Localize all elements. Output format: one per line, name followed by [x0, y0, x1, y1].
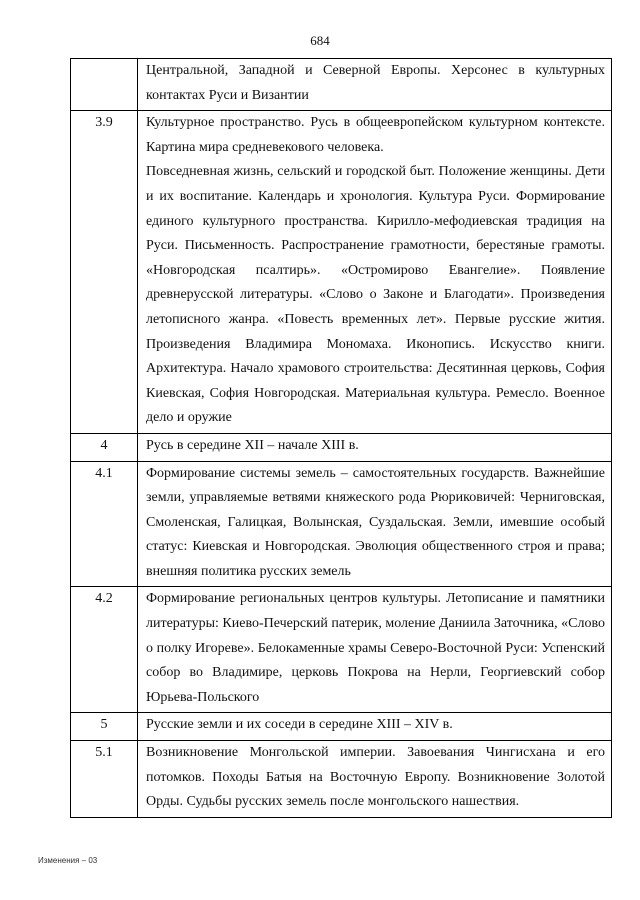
paragraph: Русь в середине XII – начале XIII в. — [146, 437, 359, 453]
section-number: 3.9 — [71, 111, 138, 434]
table-row — [71, 461, 612, 587]
table-row — [71, 433, 612, 461]
section-text — [138, 433, 612, 461]
section-text — [138, 587, 612, 713]
section-text — [138, 59, 612, 111]
section-number: 5 — [71, 713, 138, 741]
paragraph: Культурное пространство. Русь в общеевропейском культурном контексте. Картина мира средневекового человека. — [146, 115, 605, 155]
section-number: 4 — [71, 433, 138, 461]
footer-revision: Изменения – 03 — [38, 856, 98, 865]
paragraph: Центральной, Западной и Северной Европы. Херсонес в культурных контактах Руси и Византии — [146, 63, 605, 103]
section-number: 4.1 — [71, 461, 138, 587]
table-row — [71, 111, 612, 434]
table-row — [71, 587, 612, 713]
section-number — [71, 59, 138, 111]
section-text — [138, 741, 612, 818]
paragraph: Русские земли и их соседи в середине XIII – XIV в. — [146, 717, 453, 733]
section-number: 5.1 — [71, 741, 138, 818]
page-number: 684 — [310, 33, 330, 48]
content-table — [70, 58, 612, 818]
section-text — [138, 111, 612, 434]
paragraph: Формирование системы земель – самостоятельных государств. Важнейшие земли, управляемые ветвями княжеского рода Рюриковичей: Черниговская, Смоленская, Галицкая, Волынская, Суздальская. Земли, имевшие особый статус: Киевская и Новгородская. Эволюция общественного строя и права; внешняя политика русских земель — [146, 465, 605, 579]
table-row — [71, 713, 612, 741]
paragraph: Повседневная жизнь, сельский и городской быт. Положение женщины. Дети и их воспитание. Календарь и хронология. Культура Руси. Формирование единого культурного пространства. Кирилло-мефодиевская традиция на Руси. Письменность. Распространение грамотности, берестяные грамоты. «Новгородская псалтирь». «Остромирово Евангелие». Появление древнерусской литературы. «Слово о Законе и Благодати». Произведения летописного жанра. «Повесть временных лет». Первые русские жития. Произведения Владимира Мономаха. Иконопись. Искусство книги. Архитектура. Начало храмового строительства: Десятинная церковь, София Киевская, София Новгородская. Материальная культура. Ремесло. Военное дело и оружие — [146, 164, 605, 426]
paragraph: Формирование региональных центров культуры. Летописание и памятники литературы: Киево-Печерский патерик, моление Даниила Заточника, «Слово о полку Игореве». Белокаменные храмы Северо-Восточной Руси: Успенский собор во Владимире, церковь Покрова на Нерли, Георгиевский собор Юрьева-Польского — [146, 591, 605, 705]
paragraph: Возникновение Монгольской империи. Завоевания Чингисхана и его потомков. Походы Батыя на Восточную Европу. Возникновение Золотой Орды. Судьбы русских земель после монгольского нашествия. — [146, 745, 605, 810]
section-text — [138, 461, 612, 587]
table-row — [71, 741, 612, 818]
table-row — [71, 59, 612, 111]
section-number: 4.2 — [71, 587, 138, 713]
section-text — [138, 713, 612, 741]
